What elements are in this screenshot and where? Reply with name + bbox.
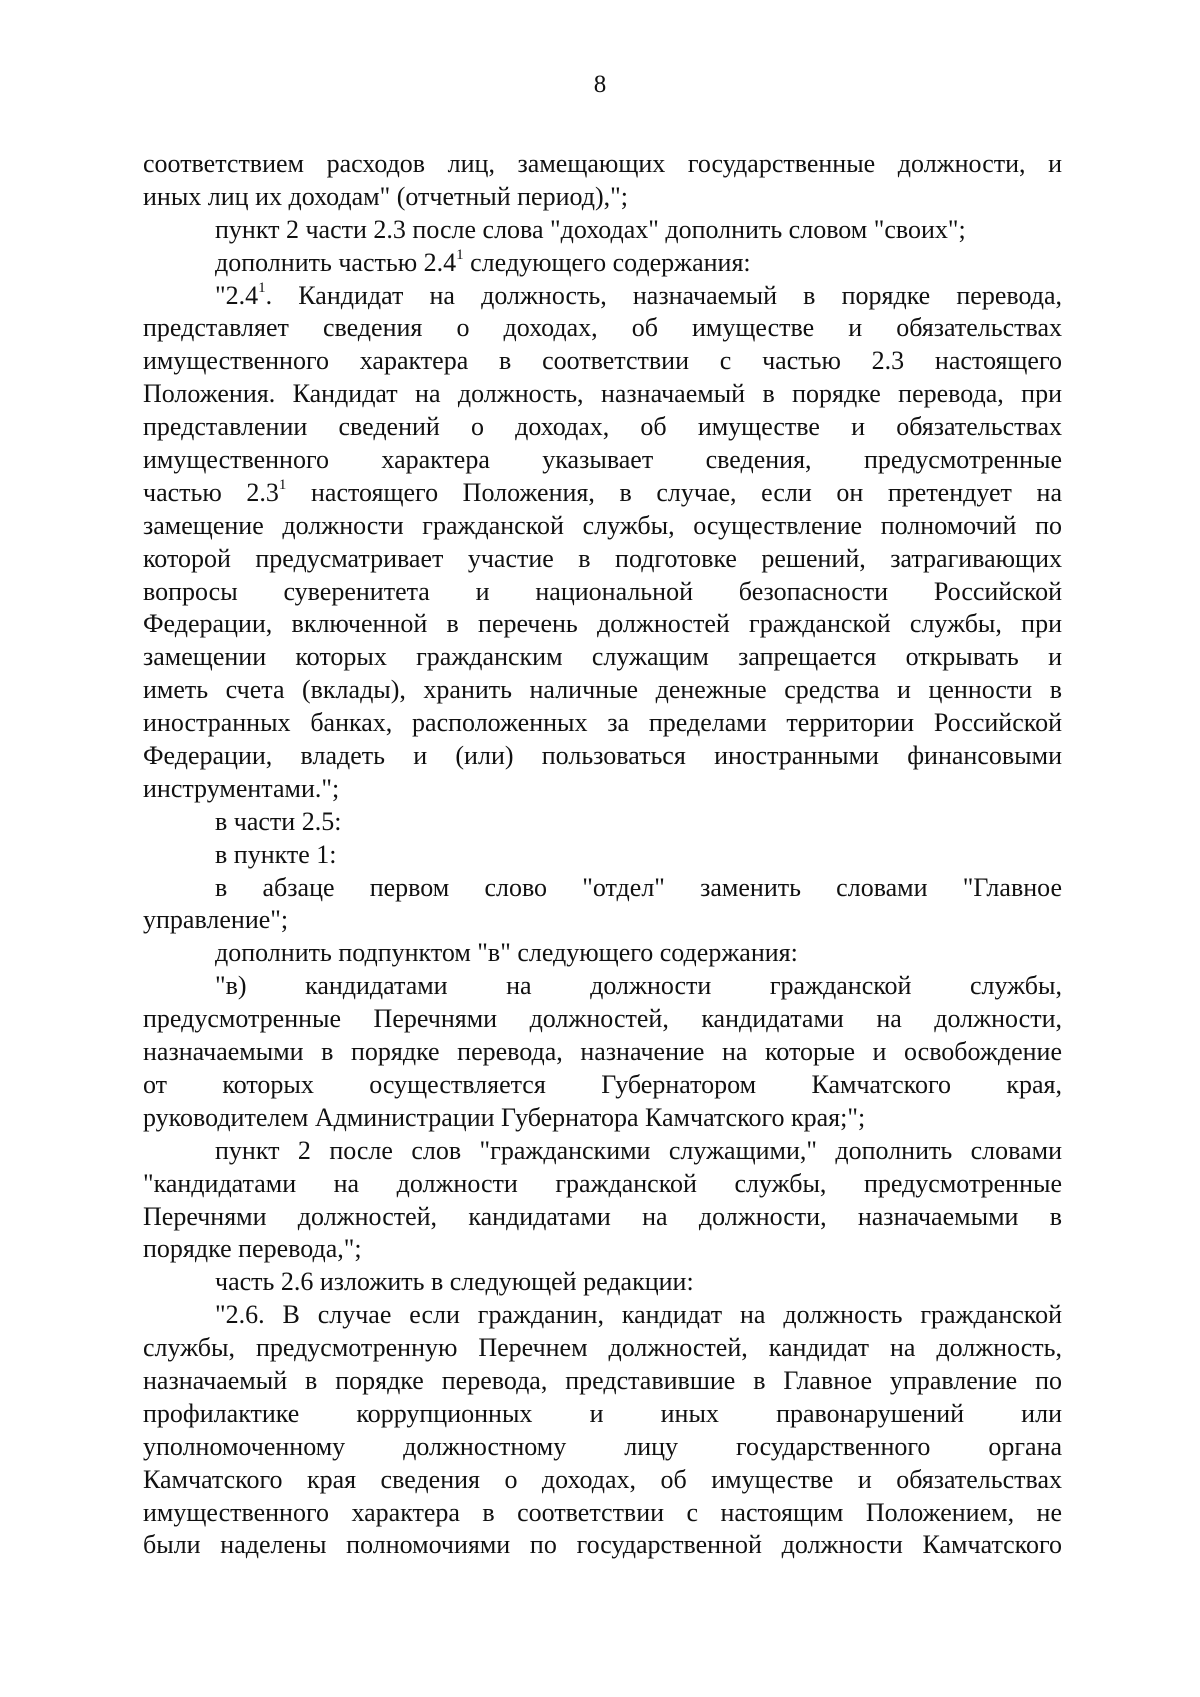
text-line bbox=[143, 1003, 1062, 1036]
text-line bbox=[143, 477, 1062, 510]
text-line bbox=[143, 312, 1062, 345]
text-line-content: часть 2.6 изложить в следующей редакции: bbox=[215, 1267, 694, 1297]
text-line-content: Федерации, владеть и (или) пользоваться иностранными финансовыми bbox=[143, 741, 1062, 771]
text-line-content: вопросы суверенитета и национальной безопасности Российской bbox=[143, 576, 1062, 606]
text-line-content: представляет сведения о доходах, об имуществе и обязательствах bbox=[143, 313, 1062, 343]
text-line-content: которой предусматривает участие в подготовке решений, затрагивающих bbox=[143, 543, 1062, 573]
text-line-content: от которых осуществляется Губернатором Камчатского края, bbox=[143, 1069, 1062, 1099]
text-line-content: иных лиц их доходам" (отчетный период),"; bbox=[143, 181, 628, 211]
text-line-content: руководителем Администрации Губернатора Камчатского края;"; bbox=[143, 1102, 866, 1132]
text-line-content: профилактике коррупционных и иных правонарушений или bbox=[143, 1398, 1062, 1428]
text-line-content: Перечнями должностей, кандидатами на должности, назначаемыми в bbox=[143, 1201, 1062, 1231]
text-line-continuation: . Кандидат на должность, назначаемый в порядке перевода, bbox=[265, 280, 1062, 310]
text-line bbox=[143, 1398, 1062, 1431]
text-line bbox=[143, 1168, 1062, 1201]
text-line-content: назначаемый в порядке перевода, представившие в Главное управление по bbox=[143, 1365, 1062, 1395]
superscript-index: 1 bbox=[258, 279, 266, 296]
text-line bbox=[143, 148, 1062, 181]
text-line-content: иметь счета (вклады), хранить наличные денежные средства и ценности в bbox=[143, 675, 1062, 705]
text-line bbox=[143, 806, 1062, 839]
text-line bbox=[143, 1431, 1062, 1464]
text-line bbox=[143, 904, 1062, 937]
superscript-index: 1 bbox=[456, 247, 464, 264]
text-line-content: были наделены полномочиями по государственной должности Камчатского bbox=[143, 1530, 1062, 1560]
text-line-content: в части 2.5: bbox=[215, 806, 342, 836]
text-line bbox=[143, 1036, 1062, 1069]
text-line-content: замещение должности гражданской службы, осуществление полномочий по bbox=[143, 510, 1062, 540]
text-line-content: в пункте 1: bbox=[215, 839, 337, 869]
text-line bbox=[143, 247, 1062, 280]
text-line-content: в абзаце первом слово "отдел" заменить словами "Главное bbox=[215, 872, 1062, 902]
text-line bbox=[143, 1365, 1062, 1398]
text-line-content: порядке перевода,"; bbox=[143, 1234, 362, 1264]
text-line bbox=[143, 510, 1062, 543]
text-line bbox=[143, 1266, 1062, 1299]
text-line bbox=[143, 1464, 1062, 1497]
text-line bbox=[143, 1497, 1062, 1530]
text-line bbox=[143, 576, 1062, 609]
text-line-content: "2.6. В случае если гражданин, кандидат на должность гражданской bbox=[215, 1300, 1062, 1330]
text-line bbox=[143, 674, 1062, 707]
text-line-content: уполномоченному должностному лицу государственного органа bbox=[143, 1431, 1062, 1461]
page-number: 8 bbox=[593, 71, 607, 98]
text-line-content: пункт 2 части 2.3 после слова "доходах" дополнить словом "своих"; bbox=[215, 214, 966, 244]
text-line-continuation: настоящего Положения, в случае, если он претендует на bbox=[286, 477, 1062, 507]
text-line bbox=[143, 411, 1062, 444]
text-line-content: предусмотренные Перечнями должностей, кандидатами на должности, bbox=[143, 1004, 1062, 1034]
document-body bbox=[143, 148, 1062, 1562]
text-line bbox=[143, 1299, 1062, 1332]
text-line bbox=[143, 839, 1062, 872]
text-line bbox=[143, 1135, 1062, 1168]
text-line-content: дополнить подпунктом "в" следующего содержания: bbox=[215, 938, 798, 968]
text-line bbox=[143, 444, 1062, 477]
text-line bbox=[143, 181, 1062, 214]
text-line-content: "кандидатами на должности гражданской службы, предусмотренные bbox=[143, 1168, 1062, 1198]
text-line-content: замещении которых гражданским служащим запрещается открывать и bbox=[143, 642, 1062, 672]
superscript-index: 1 bbox=[278, 477, 287, 494]
text-line bbox=[143, 707, 1062, 740]
text-line-continuation: следующего содержания: bbox=[463, 247, 751, 277]
text-line-content: пункт 2 после слов "гражданскими служащими," дополнить словами bbox=[215, 1135, 1062, 1165]
text-line bbox=[143, 214, 1062, 247]
text-line bbox=[143, 608, 1062, 641]
text-line-content: частью 2.3 bbox=[143, 477, 279, 507]
text-line bbox=[143, 872, 1062, 905]
text-line-content: представлении сведений о доходах, об имуществе и обязательствах bbox=[143, 412, 1062, 442]
text-line bbox=[143, 1069, 1062, 1102]
text-line-content: имущественного характера в соответствии с настоящим Положением, не bbox=[143, 1497, 1062, 1527]
text-line bbox=[143, 970, 1062, 1003]
text-line bbox=[143, 740, 1062, 773]
text-line bbox=[143, 280, 1062, 313]
text-line bbox=[143, 1529, 1062, 1562]
text-line-content: "в) кандидатами на должности гражданской службы, bbox=[215, 971, 1062, 1001]
text-line-content: Положения. Кандидат на должность, назначаемый в порядке перевода, при bbox=[143, 379, 1062, 409]
text-line-content: дополнить частью 2.4 bbox=[215, 247, 457, 277]
text-line bbox=[143, 641, 1062, 674]
text-line-content: "2.4 bbox=[215, 280, 259, 310]
text-line-content: Камчатского края сведения о доходах, об имуществе и обязательствах bbox=[143, 1464, 1062, 1494]
text-line-content: назначаемыми в порядке перевода, назначение на которые и освобождение bbox=[143, 1037, 1062, 1067]
text-line bbox=[143, 1102, 1062, 1135]
text-line-content: инструментами."; bbox=[143, 773, 340, 803]
text-line bbox=[143, 1233, 1062, 1266]
text-line bbox=[143, 543, 1062, 576]
text-line bbox=[143, 937, 1062, 970]
text-line bbox=[143, 1201, 1062, 1234]
text-line bbox=[143, 1332, 1062, 1365]
text-line bbox=[143, 378, 1062, 411]
text-line-content: имущественного характера в соответствии с частью 2.3 настоящего bbox=[143, 346, 1062, 376]
text-line bbox=[143, 773, 1062, 806]
text-line-content: соответствием расходов лиц, замещающих государственные должности, и bbox=[143, 149, 1062, 178]
text-line-content: службы, предусмотренную Перечнем должностей, кандидат на должность, bbox=[143, 1333, 1062, 1363]
text-line-content: иностранных банках, расположенных за пределами территории Российской bbox=[143, 708, 1062, 738]
text-line-content: управление"; bbox=[143, 905, 289, 935]
text-line bbox=[143, 345, 1062, 378]
text-line-content: Федерации, включенной в перечень должностей гражданской службы, при bbox=[143, 609, 1062, 639]
text-line-content: имущественного характера указывает сведения, предусмотренные bbox=[143, 445, 1062, 475]
